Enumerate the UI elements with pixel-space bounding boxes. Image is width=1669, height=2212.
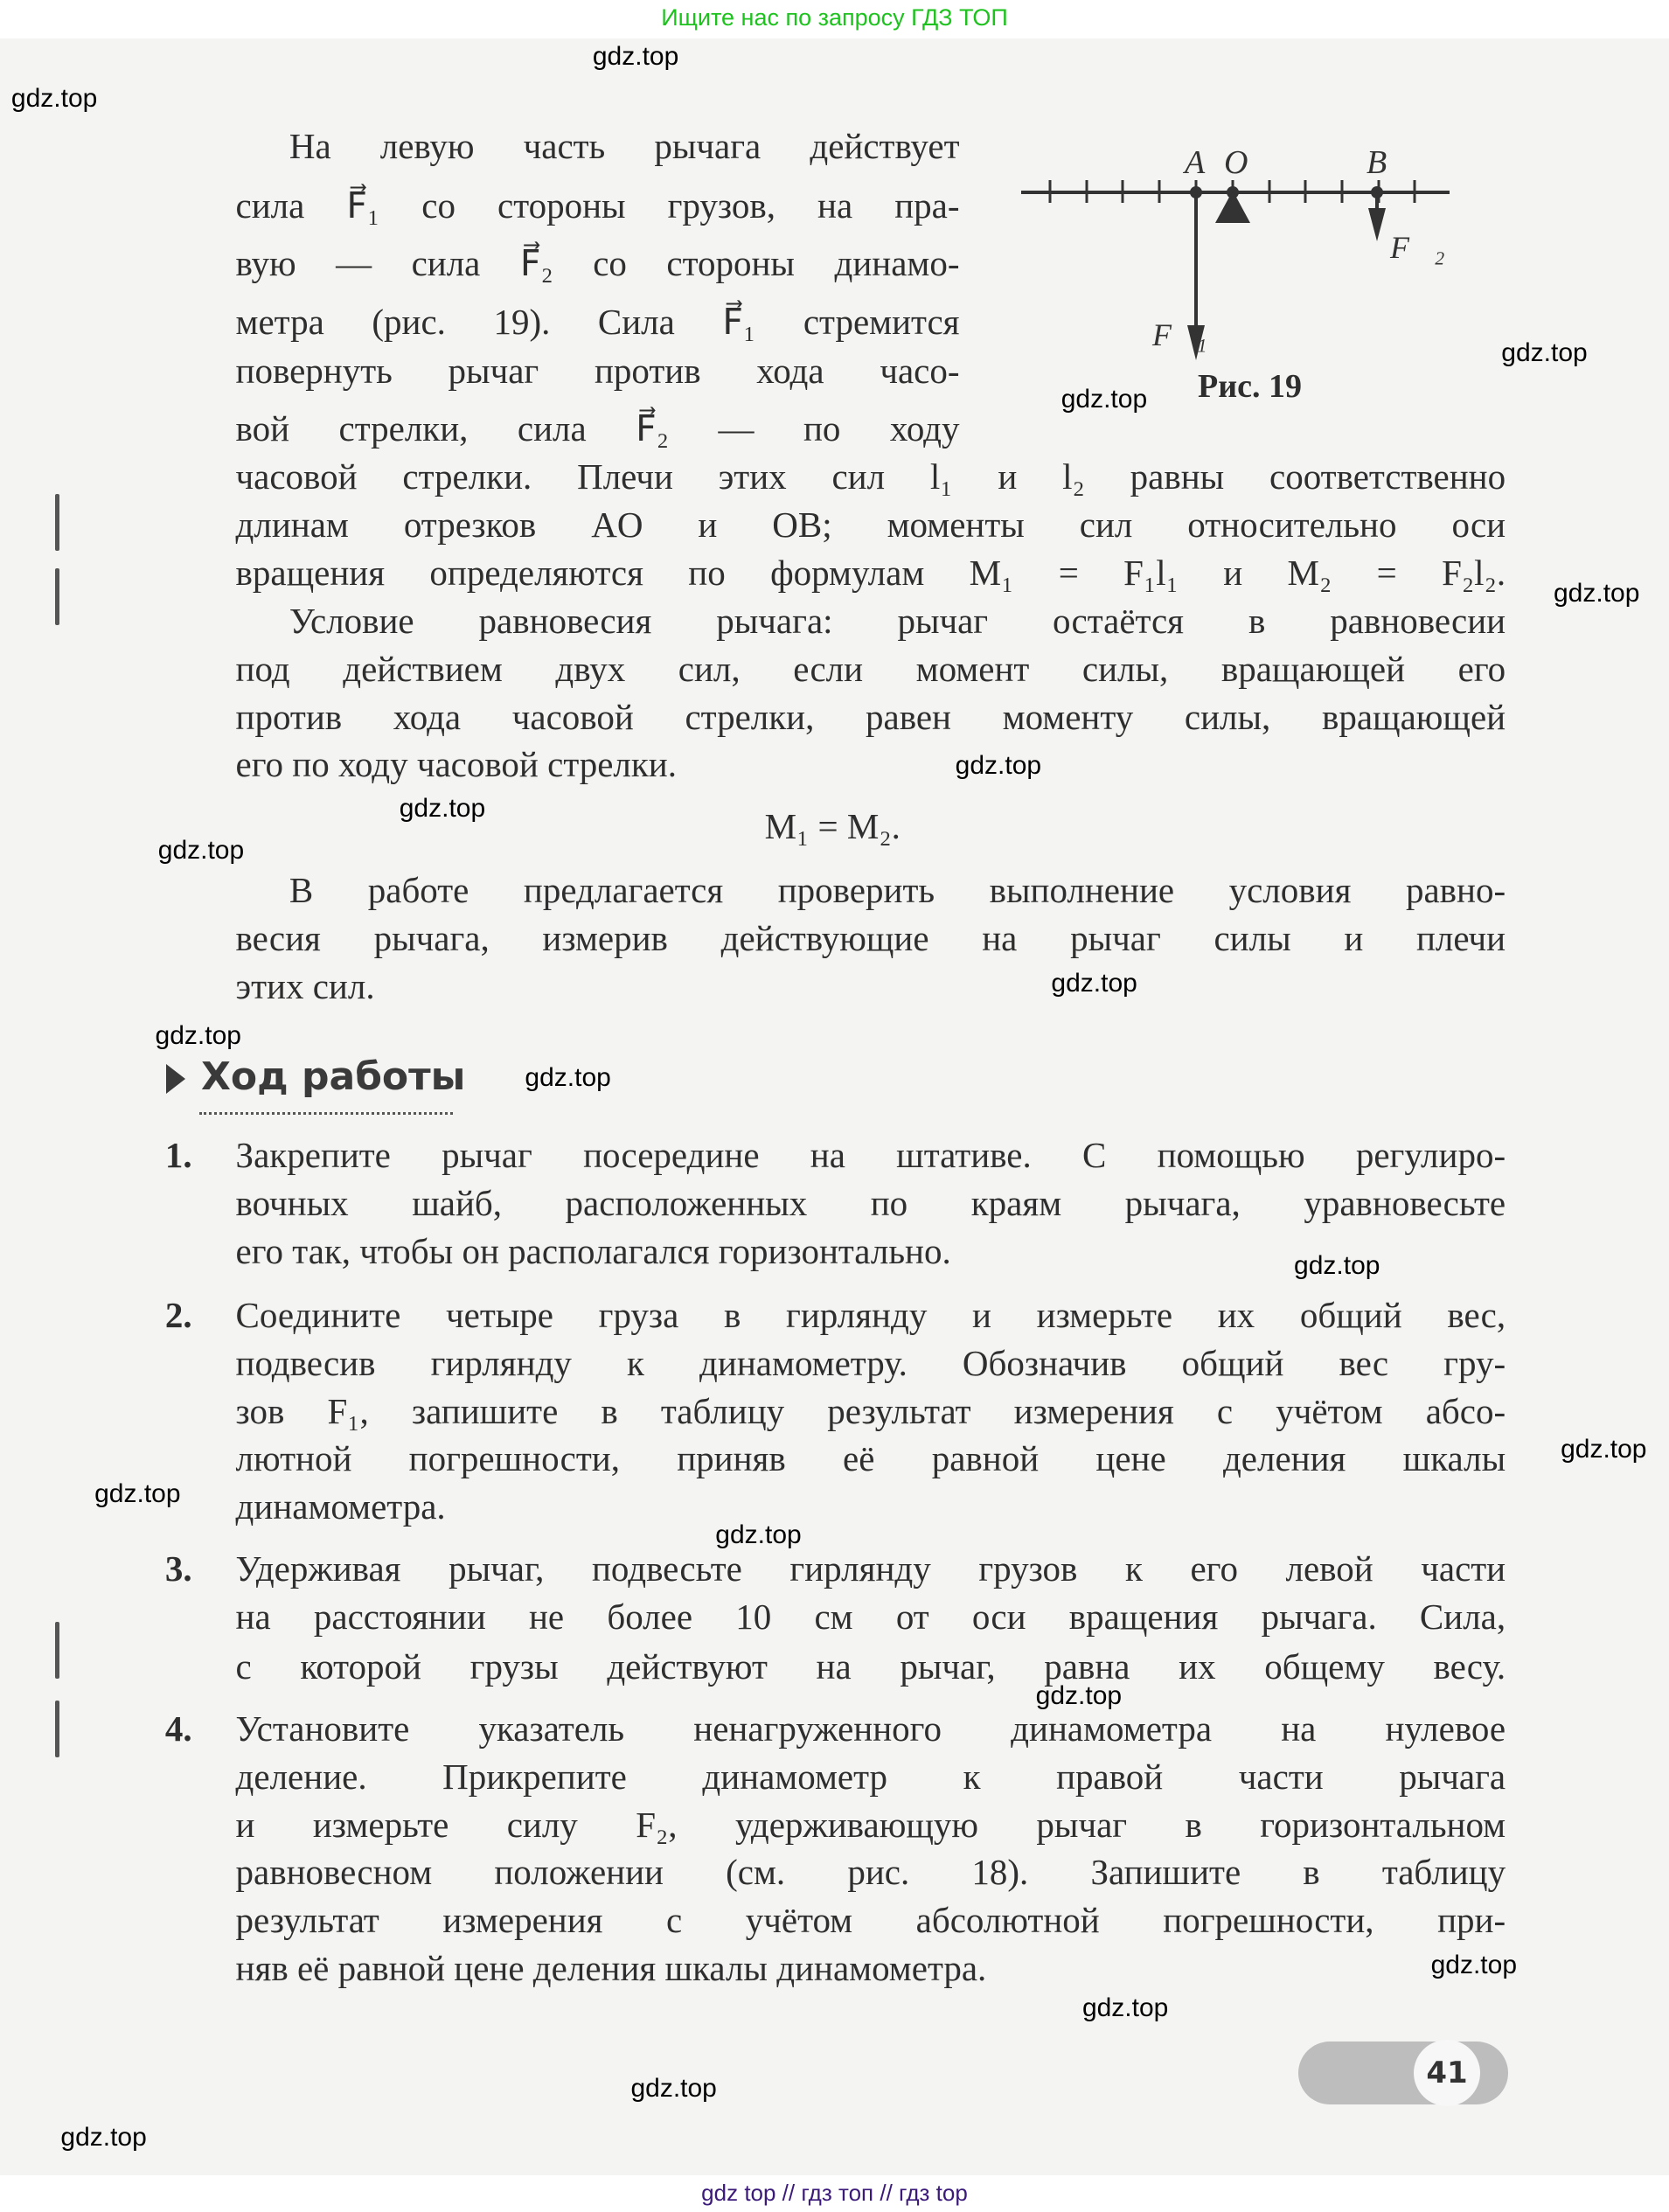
watermark-text: gdz.top <box>630 2073 717 2103</box>
paragraph-line: В работе предлагается проверить выполнение условия равно- <box>289 870 1506 911</box>
paragraph-line: длинам отрезков AO и OB; моменты сил относительно оси <box>235 504 1506 546</box>
step-line: няв её равной цене деления шкалы динамометра. <box>235 1948 987 1989</box>
paragraph-line: вращения определяются по формулам M₁ = F₁l₁ и M₂ = F₂l₂. <box>235 552 1506 593</box>
pivot-triangle <box>1215 191 1250 223</box>
paragraph-line: Условие равновесия рычага: рычаг остаётся в равновесии <box>289 600 1506 641</box>
watermark-text: gdz.top <box>1035 1681 1123 1711</box>
bottom-banner[interactable] <box>0 2175 1669 2212</box>
step-line: Закрепите рычаг посередине на штативе. С помощью регулиро- <box>235 1135 1506 1176</box>
paragraph-line: под действием двух сил, если момент силы, вращающей его <box>235 648 1506 689</box>
binding-mark <box>55 1622 59 1679</box>
paragraph-line: вую — сила F⃗₂ со стороны динамо- <box>235 243 960 284</box>
watermark-text: gdz.top <box>1051 968 1137 998</box>
paragraph-line: На левую часть рычага действует <box>289 126 960 167</box>
label-f2: F⃗₂ <box>1390 230 1445 265</box>
step-line: равновесном положении (см. рис. 18). Запишите в таблицу <box>235 1852 1506 1893</box>
step-line: динамометра. <box>235 1486 446 1527</box>
watermark-text: gdz.top <box>1081 1993 1169 2022</box>
step-line: Удерживая рычаг, подвесьте гирлянду грузов к его левой части <box>235 1548 1506 1589</box>
step-line: вочных шайб, расположенных по краям рычага, уравновесьте <box>235 1183 1506 1224</box>
watermark-text: gdz.top <box>1561 1434 1647 1464</box>
paragraph-line: вой стрелки, сила F⃗₂ — по ходу <box>235 408 960 449</box>
watermark-text: gdz.top <box>1501 337 1588 367</box>
watermark-text: gdz.top <box>155 1020 241 1050</box>
step-line: зов F₁, запишите в таблицу результат измерения с учётом абсо- <box>235 1390 1506 1431</box>
paragraph-line: его по ходу часовой стрелки. <box>235 744 678 785</box>
step-line: его так, чтобы он располагался горизонтально. <box>235 1231 951 1272</box>
top-banner-text: Ищите нас по запросу ГДЗ ТОП <box>661 4 1008 31</box>
bottom-banner-text: gdz top // гдз топ // гдз top <box>701 2180 968 2206</box>
label-a: A <box>1185 144 1206 181</box>
arrow-f2 <box>1368 208 1386 241</box>
paragraph-line: метра (рис. 19). Сила F⃗₁ стремится <box>235 301 960 342</box>
watermark-text: gdz.top <box>1294 1250 1380 1280</box>
label-o: O <box>1224 144 1248 181</box>
formula: M₁ = M₂. <box>764 806 901 847</box>
watermark-text: gdz.top <box>592 41 679 71</box>
step-line: лютной погрешности, приняв её равной цене деления шкалы <box>235 1438 1506 1479</box>
figure-caption: Рис. 19 <box>1198 368 1302 405</box>
binding-mark <box>55 494 59 551</box>
watermark-text: gdz.top <box>525 1063 611 1093</box>
paragraph-line: против хода часовой стрелки, равен моменту силы, вращающей <box>235 696 1506 737</box>
watermark-text: gdz.top <box>1430 1951 1518 1980</box>
paragraph-line: весия рычага, измерив действующие на рычаг силы и плечи <box>235 917 1506 958</box>
watermark-text: gdz.top <box>10 83 98 113</box>
watermark-text: gdz.top <box>955 751 1042 781</box>
triangle-bullet-icon <box>166 1064 185 1094</box>
step-number: 3. <box>164 1548 192 1589</box>
section-heading-text: Ход работы <box>201 1054 466 1099</box>
paragraph-line: сила F⃗₁ со стороны грузов, на пра- <box>235 185 960 226</box>
paragraph-line: часовой стрелки. Плечи этих сил l₁ и l₂ равны соответственно <box>235 456 1506 497</box>
step-line: Соедините четыре груза в гирлянду и измерьте их общий вес, <box>235 1294 1506 1335</box>
watermark-text: gdz.top <box>94 1479 181 1509</box>
step-line: результат измерения с учётом абсолютной погрешности, при- <box>235 1900 1506 1941</box>
watermark-text: gdz.top <box>715 1520 802 1550</box>
page-number: 41 <box>1414 2040 1480 2106</box>
top-banner[interactable] <box>0 0 1669 38</box>
watermark-text: gdz.top <box>1554 579 1640 609</box>
step-line: на расстоянии не более 10 см от оси вращения рычага. Сила, <box>235 1596 1506 1638</box>
step-number: 1. <box>164 1135 192 1176</box>
step-line: и измерьте силу F₂, удерживающую рычаг в горизонтальном <box>235 1804 1506 1845</box>
step-line: деление. Прикрепите динамометр к правой части рычага <box>235 1756 1506 1797</box>
paragraph-line: повернуть рычаг против хода часо- <box>235 351 960 392</box>
step-number: 4. <box>164 1708 192 1749</box>
watermark-text: gdz.top <box>60 2123 147 2153</box>
section-heading <box>166 1054 465 1099</box>
watermark-text: gdz.top <box>1061 384 1148 414</box>
step-number: 2. <box>164 1294 192 1335</box>
watermark-text: gdz.top <box>157 836 245 866</box>
step-line: с которой грузы действуют на рычаг, равна их общему весу. <box>235 1645 1506 1687</box>
label-f1: F⃗₁ <box>1152 317 1207 352</box>
binding-mark <box>55 1701 59 1757</box>
watermark-text: gdz.top <box>399 793 486 823</box>
dotted-underline <box>199 1112 453 1115</box>
binding-mark <box>55 568 59 625</box>
paragraph-line: этих сил. <box>235 965 375 1006</box>
step-line: подвесив гирлянду к динамометру. Обозначив общий вес гру- <box>235 1342 1506 1383</box>
step-line: Установите указатель ненагруженного динамометра на нулевое <box>235 1708 1506 1749</box>
label-b: B <box>1366 144 1387 181</box>
